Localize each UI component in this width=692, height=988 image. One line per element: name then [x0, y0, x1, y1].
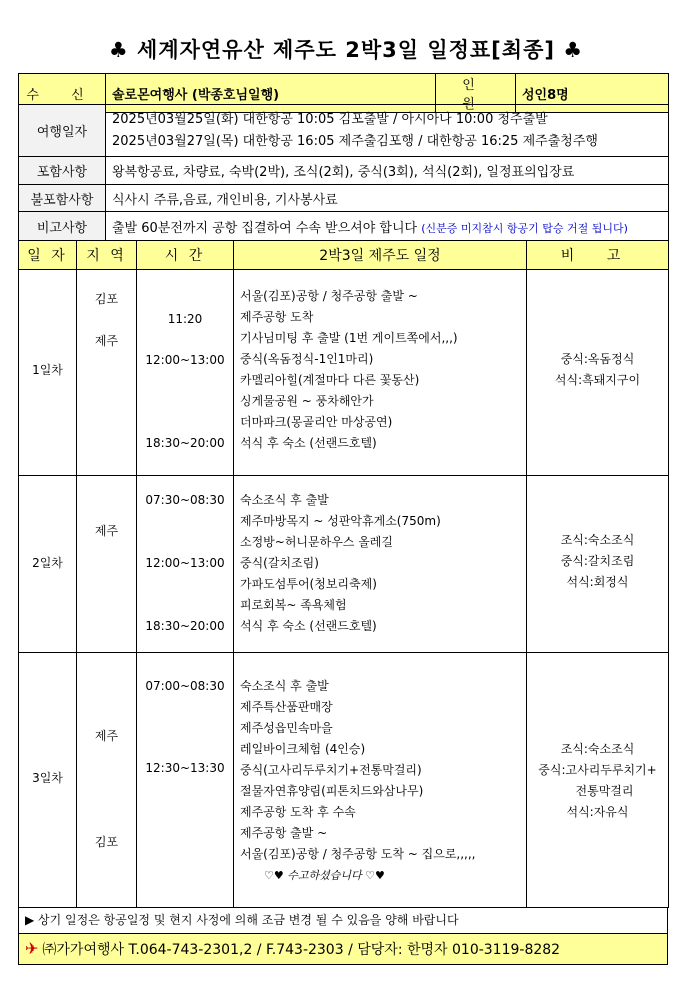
list-item: 서울(김포)공항 / 청주공항 출발 ~ [240, 289, 418, 303]
footer-notice: ▶ 상기 일정은 항공일정 및 현지 사정에 의해 조금 변경 될 수 있음을 양해 바랍니다 [18, 907, 668, 934]
day2-time-1: 07:30~08:30 [145, 493, 225, 507]
day3-time-2: 12:30~13:30 [145, 761, 225, 775]
agency-footer [18, 934, 668, 965]
day2-region-1: 제주 [94, 524, 119, 538]
date-line-1: 2025년03월25일(화) 대한항공 10:05 김포출발 / 아시아나 10:00 청주출발 [112, 111, 548, 127]
day3-region-1: 제주 [94, 729, 119, 743]
day2-label: 2일차 [32, 556, 63, 570]
day3-schedule-cell [234, 653, 527, 908]
list-item: 제주마방목지 ~ 성판악휴게소(750m) [240, 514, 441, 528]
excluded-value: 식사시 주류,음료, 개인비용, 기사봉사료 [106, 185, 669, 212]
day1-note-cell [527, 270, 669, 476]
airplane-logo-icon: ✈ [25, 939, 39, 958]
day2-time-cell [137, 476, 234, 653]
col-time: 시 간 [137, 241, 234, 270]
day2-note-1: 조식:숙소조식 [560, 533, 635, 547]
list-item: 카멜리아힐(계절마다 다른 꽃동산) [240, 373, 420, 387]
remarks-label: 비고사항 [19, 212, 106, 241]
list-item: 석식 후 숙소 (선랜드호텔) [240, 619, 377, 633]
day3-cell [19, 653, 77, 908]
day1-region-1: 김포 [94, 292, 119, 306]
agency-contact: ㈜가가여행사 T.064-743-2301,2 / F.743-2303 / 담당자: 한명자 010-3119-8282 [42, 942, 561, 958]
people-label: 인 원 [436, 74, 516, 113]
table-row [19, 476, 669, 653]
day1-time-2: 12:00~13:00 [145, 353, 225, 367]
table-row [19, 653, 669, 908]
list-item: 제주공항 도착 후 수속 [240, 805, 356, 819]
col-note: 비 고 [527, 241, 669, 270]
list-item: 제주특산품판매장 [240, 700, 333, 714]
day3-region-cell [77, 653, 137, 908]
day3-region-2: 김포 [94, 835, 119, 849]
list-item: 싱게물공원 ~ 풍차해안가 [240, 394, 374, 408]
list-item: 제주공항 도착 [240, 310, 314, 324]
day1-region-cell [77, 270, 137, 476]
day1-time-cell [137, 270, 234, 476]
table-row [19, 270, 669, 476]
day3-note-3: 전통막걸리 [575, 784, 634, 798]
list-item: 기사님미팅 후 출발 (1번 게이트쪽에서,,,) [240, 331, 458, 345]
day3-time-cell [137, 653, 234, 908]
remarks-note: (신분증 미지참시 항공기 탑승 거절 됩니다) [421, 221, 628, 235]
list-item: 소정방~허니문하우스 올레길 [240, 535, 393, 549]
people-value: 성인8명 [516, 74, 669, 113]
list-item: 제주공항 출발 ~ [240, 826, 328, 840]
day2-cell [19, 476, 77, 653]
list-item: 중식(고사리두루치기+전통막걸리) [240, 763, 422, 777]
recipient-label: 수 신 [19, 74, 106, 113]
day3-note-4: 석식:자유식 [566, 805, 629, 819]
day2-note-3: 석식:회정식 [566, 575, 629, 589]
col-schedule: 2박3일 제주도 일정 [234, 241, 527, 270]
date-label: 여행일자 [19, 105, 106, 157]
day1-label: 1일차 [32, 363, 63, 377]
included-value: 왕복항공료, 차량료, 숙박(2박), 조식(2회), 중식(3회), 석식(2회), 일정표의입장료 [106, 157, 669, 185]
list-item: 절물자연휴양림(피톤치드와삼나무) [240, 784, 424, 798]
day3-time-1: 07:00~08:30 [145, 679, 225, 693]
day3-note-cell [527, 653, 669, 908]
day2-note-cell [527, 476, 669, 653]
col-region: 지 역 [77, 241, 137, 270]
list-item: 레일바이크체험 (4인승) [240, 742, 366, 756]
col-day: 일 자 [19, 241, 77, 270]
day1-note-2: 석식:흑돼지구이 [554, 373, 641, 387]
list-item: 석식 후 숙소 (선랜드호텔) [240, 436, 377, 450]
list-item: 서울(김포)공항 / 청주공항 도착 ~ 집으로,,,,, [240, 847, 476, 861]
included-label: 포함사항 [19, 157, 106, 185]
day2-time-3: 18:30~20:00 [145, 619, 225, 633]
day3-note-2: 중식:고사리두루치기+ [538, 763, 657, 777]
list-item: 가파도섬투어(청보리축제) [240, 577, 377, 591]
schedule-table [18, 240, 669, 908]
recipient-value: 솔로몬여행사 (박종호님일행) [106, 74, 436, 113]
remarks-text: 출발 60분전까지 공항 집결하여 수속 받으셔야 합니다 [112, 220, 418, 236]
day1-note-1: 중식:옥돔정식 [560, 352, 635, 366]
details-table [18, 104, 669, 241]
day3-note-1: 조식:숙소조식 [560, 742, 635, 756]
list-item: 제주성읍민속마을 [240, 721, 333, 735]
day1-region-2: 제주 [94, 334, 119, 348]
day2-time-2: 12:00~13:00 [145, 556, 225, 570]
day2-region-cell [77, 476, 137, 653]
excluded-label: 불포함사항 [19, 185, 106, 212]
date-line-2: 2025년03월27일(목) 대한항공 16:05 제주출김포행 / 대한항공 16:25 제주출청주행 [112, 133, 598, 149]
day2-schedule-cell [234, 476, 527, 653]
day1-time-3: 18:30~20:00 [145, 436, 225, 450]
day1-cell [19, 270, 77, 476]
date-value [106, 105, 669, 157]
day1-time-1: 11:20 [167, 312, 203, 326]
list-item: 중식(옥돔정식-1인1마리) [240, 352, 374, 366]
list-item: 더마파크(몽골리안 마상공연) [240, 415, 393, 429]
day2-note-2: 중식:갈치조림 [560, 554, 635, 568]
list-item: 숙소조식 후 출발 [240, 493, 329, 507]
day1-schedule-cell [234, 270, 527, 476]
day3-label: 3일차 [32, 771, 63, 785]
page-title: ♣ 세계자연유산 제주도 2박3일 일정표[최종] ♣ [108, 38, 584, 62]
list-item: 숙소조식 후 출발 [240, 679, 329, 693]
remarks-value [106, 212, 669, 241]
closing-message: ♡♥ 수고하셨습니다 ♡♥ [264, 869, 385, 882]
list-item: 중식(갈치조림) [240, 556, 319, 570]
list-item: 피로회복~ 족욕체험 [240, 598, 347, 612]
